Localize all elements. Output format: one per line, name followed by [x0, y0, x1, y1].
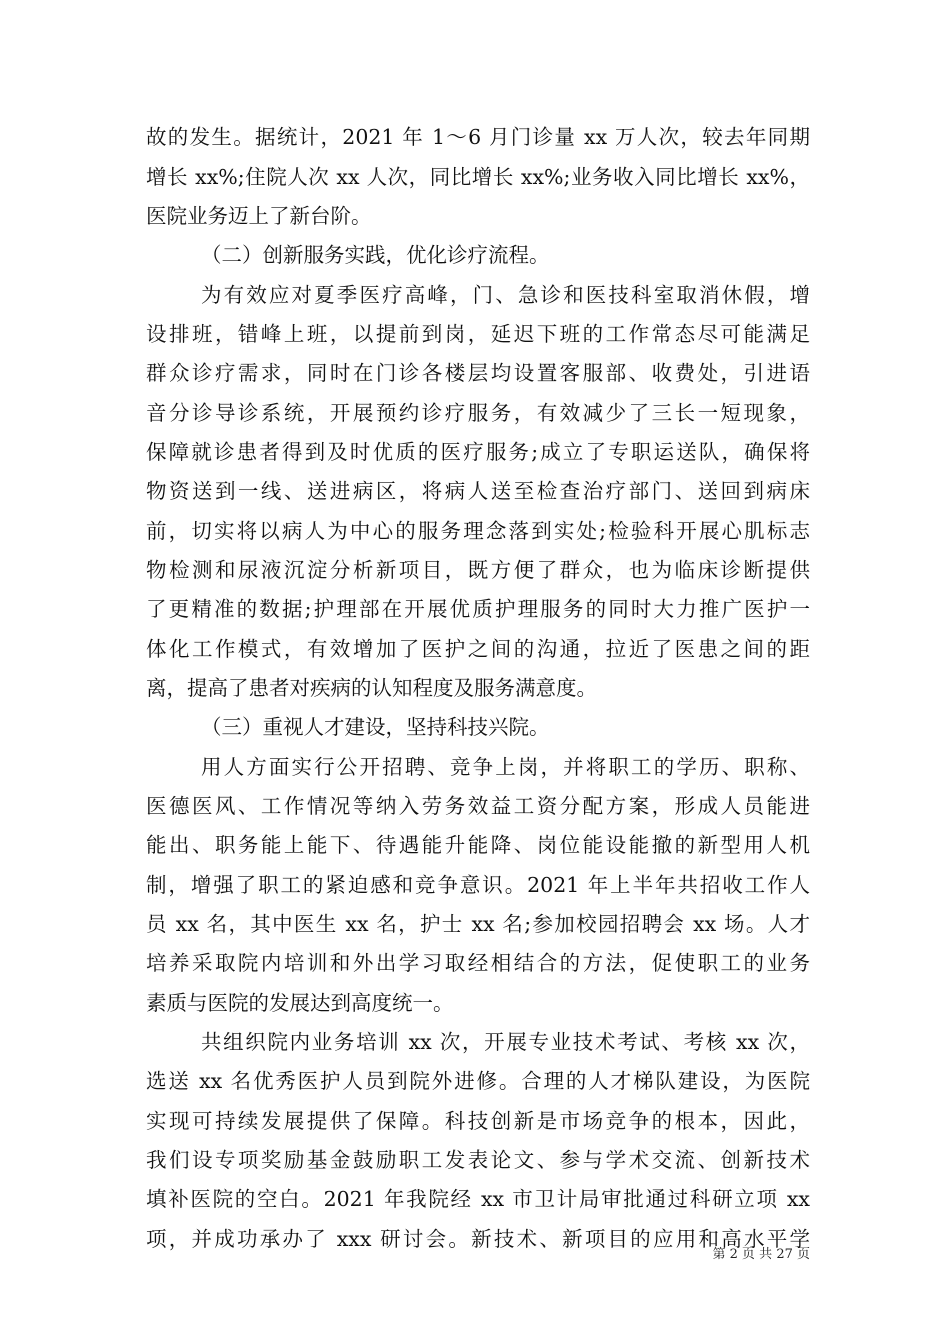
text-line: 物检测和尿液沉淀分析新项目，既方便了群众，也为临床诊断提供	[146, 558, 810, 582]
section-heading: （二）创新服务实践，优化诊疗流程。	[201, 243, 550, 267]
section-heading: （三）重视人才建设，坚持科技兴院。	[201, 715, 550, 739]
text-line: 用人方面实行公开招聘、竞争上岗，并将职工的学历、职称、	[201, 755, 810, 779]
text-line: 设排班，错峰上班，以提前到岗，延迟下班的工作常态尽可能满足	[146, 322, 810, 346]
text-line: 医德医风、工作情况等纳入劳务效益工资分配方案，形成人员能进	[146, 794, 810, 818]
text-line: 素质与医院的发展达到高度统一。	[146, 991, 454, 1015]
page-number: 第 2 页 共 27 页	[712, 1247, 810, 1262]
text-line: 故的发生。据统计，2021 年 1～6 月门诊量 xx 万人次，较去年同期	[146, 125, 810, 149]
text-line: 音分诊导诊系统，开展预约诊疗服务，有效减少了三长一短现象，	[146, 401, 810, 425]
text-line: 能出、职务能上能下、待遇能升能降、岗位能设能撤的新型用人机	[146, 833, 810, 857]
text-line: 增长 xx%;住院人次 xx 人次，同比增长 xx%;业务收入同比增长 xx%，	[146, 165, 810, 189]
text-line: 医院业务迈上了新台阶。	[146, 204, 372, 228]
text-line: 填补医院的空白。2021 年我院经 xx 市卫计局审批通过科研立项 xx	[146, 1187, 810, 1211]
text-line: 实现可持续发展提供了保障。科技创新是市场竞争的根本，因此，	[146, 1109, 810, 1133]
text-line: 我们设专项奖励基金鼓励职工发表论文、参与学术交流、创新技术	[146, 1148, 810, 1172]
text-line: 保障就诊患者得到及时优质的医疗服务;成立了专职运送队，确保将	[146, 440, 810, 464]
text-line: 前，切实将以病人为中心的服务理念落到实处;检验科开展心肌标志	[146, 519, 810, 543]
text-line: 制，增强了职工的紧迫感和竞争意识。2021 年上半年共招收工作人	[146, 873, 810, 897]
text-line: 项，并成功承办了 xxx 研讨会。新技术、新项目的应用和高水平学	[146, 1227, 810, 1251]
text-line: 群众诊疗需求，同时在门诊各楼层均设置客服部、收费处，引进语	[146, 361, 810, 385]
text-line: 离，提高了患者对疾病的认知程度及服务满意度。	[146, 676, 597, 700]
text-line: 员 xx 名，其中医生 xx 名，护士 xx 名;参加校园招聘会 xx 场。人才	[146, 912, 810, 936]
text-line: 选送 xx 名优秀医护人员到院外进修。合理的人才梯队建设，为医院	[146, 1069, 810, 1093]
text-line: 体化工作模式，有效增加了医护之间的沟通，拉近了医患之间的距	[146, 637, 810, 661]
text-line: 为有效应对夏季医疗高峰，门、急诊和医技科室取消休假，增	[201, 283, 810, 307]
text-line: 培养采取院内培训和外出学习取经相结合的方法，促使职工的业务	[146, 951, 810, 975]
text-line: 共组织院内业务培训 xx 次，开展专业技术考试、考核 xx 次，	[201, 1030, 810, 1054]
text-line: 了更精准的数据;护理部在开展优质护理服务的同时大力推广医护一	[146, 597, 810, 621]
text-line: 物资送到一线、送进病区，将病人送至检查治疗部门、送回到病床	[146, 479, 810, 503]
